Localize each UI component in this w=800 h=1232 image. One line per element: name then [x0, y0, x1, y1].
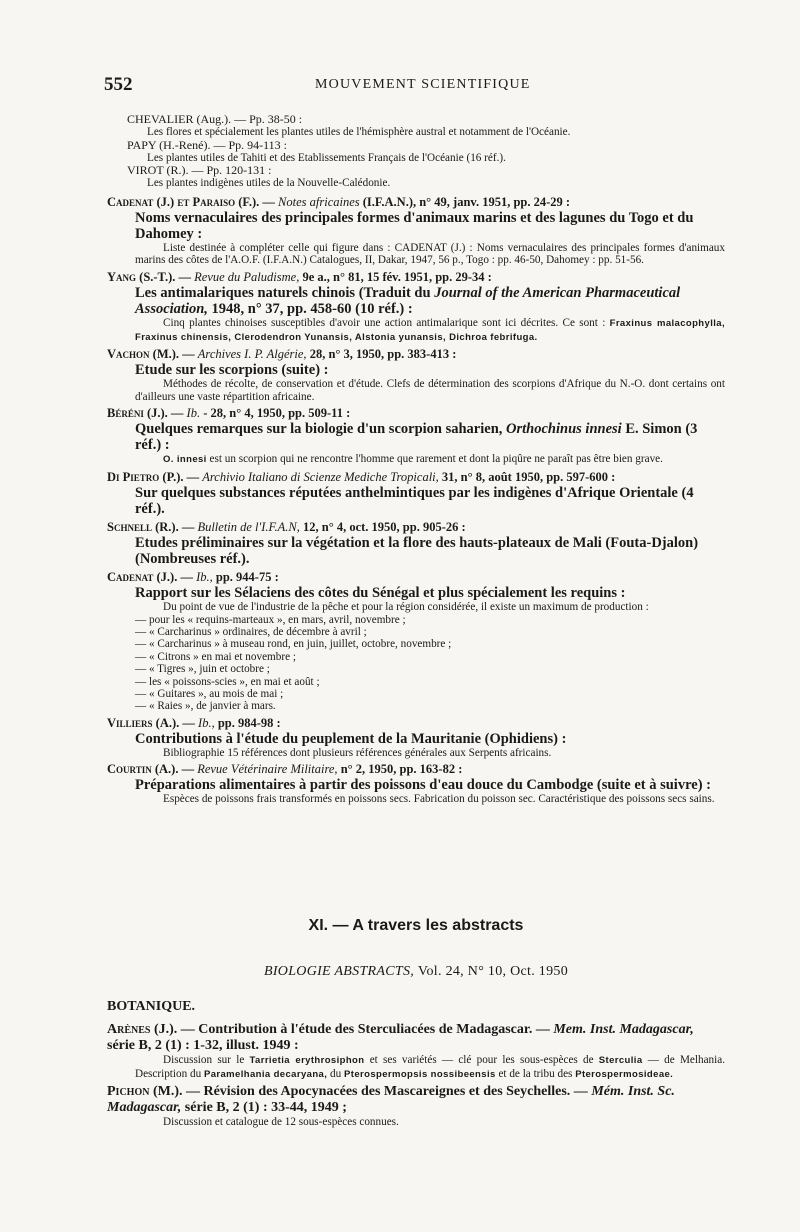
entry-title: Rapport sur les Sélaciens des côtes du Sénégal et plus spécialement les requins :: [135, 584, 626, 601]
entry-author: Courtin (A.). —: [107, 762, 195, 777]
entry-citation: [107, 716, 725, 731]
entry-author: PAPY (H.-René). — Pp. 94-113 :: [127, 137, 288, 152]
entry-prior-continuation: [99, 113, 725, 190]
page-content: [107, 112, 726, 1129]
species-list: Fraxinus malacophylla, Fraxinus chinensis, Clerodendron Yunansis, Alstonia yunansis, Dichroa febrifuga.: [135, 317, 725, 343]
entry-note: Bibliographie 15 références dont plusieurs références générales aux Serpents africains.: [163, 746, 552, 759]
entry-journal: Ib.,: [198, 715, 215, 730]
entry-ref: 9e a., n° 81, 15 fév. 1951, pp. 29-34 :: [302, 269, 492, 284]
entry-journal: Mém. Inst. Sc. Madagascar,: [107, 1084, 675, 1116]
entry-citation: [107, 406, 725, 421]
entry-vachon: [107, 347, 725, 403]
entry-cadenat-paraiso: [107, 195, 725, 267]
entry-journal: Revue du Paludisme,: [194, 269, 300, 284]
section-heading: XI. — A travers les abstracts: [308, 917, 524, 934]
list-item: — « Tigres », juin et octobre ;: [135, 663, 270, 676]
entry-citation: [107, 470, 725, 485]
entry-journal: Ib.,: [196, 569, 213, 584]
entry-note: Les plantes indigènes utiles de la Nouvelle-Calédonie.: [147, 177, 391, 190]
entry-ref: série B, 2 (1) : 1-32, illust. 1949 :: [107, 1038, 299, 1053]
entry-note: Discussion sur le Tarrietia erythrosiphon et ses variétés — clé pour les sous-espèces de Sterculia — de Melhania. Description du Paramelhania decaryana, du Pterospermopsis nossibeensis et de la tribu des Pterospermosideae.: [135, 1054, 726, 1080]
entry-yang: [107, 270, 725, 344]
entry-cadenat: [107, 570, 725, 713]
entry-ref: - 28, n° 4, 1950, pp. 509-11 :: [203, 406, 351, 421]
entry-note: Liste destinée à compléter celle qui figure dans : CADENAT (J.) : Noms vernaculaires des principales formes d'animaux marins des côtes de l'A.O.F. (I.F.A.N.) Catalogues, II, Dakar, 1947, 56 p., Togo : pp. 46-50, Dahomey : pp. 51-56.: [135, 241, 725, 267]
season-list: [107, 614, 725, 713]
entry-ref: pp. 984-98 :: [217, 715, 281, 730]
entry-author: Pichon (M.). —: [107, 1084, 200, 1100]
entry-courtin: [107, 762, 725, 806]
entry-citation: [107, 270, 725, 285]
entry-ref: pp. 944-75 :: [215, 569, 279, 584]
entry-title: Révision des Apocynacées des Mascareignes et des Seychelles. —: [203, 1084, 588, 1100]
entry-villiers: [107, 716, 725, 760]
entry-note: Méthodes de récolte, de conservation et d'étude. Clefs de détermination des scorpions d'Afrique du N.-O. dont certains ont d'ailleurs une vaste répartition africaine.: [135, 378, 725, 403]
entry-citation: [107, 1084, 725, 1116]
entry-title: Etudes préliminaires sur la végétation et la flore des hauts-plateaux de Mali (Fouta-Djalon) (Nombreuses réf.).: [135, 534, 699, 567]
entry-arenes: [107, 1022, 725, 1081]
entry-author: Béréni (J.). —: [107, 406, 184, 421]
section-subheading: BIOLOGIE ABSTRACTS, Vol. 24, N° 10, Oct. 1950: [263, 964, 569, 979]
entry-note: Les flores et spécialement les plantes utiles de l'hémisphère austral et notamment de l'Océanie.: [147, 126, 571, 138]
entry-title: Contribution à l'étude des Sterculiacées de Madagascar. —: [198, 1022, 550, 1037]
entry-citation: [107, 570, 725, 585]
entry-title: Préparations alimentaires à partir des poissons d'eau douce du Cambodge (suite et à suivre) :: [135, 777, 711, 794]
list-item: — « Carcharinus » ordinaires, de décembre à avril ;: [135, 625, 367, 638]
entry-title: Quelques remarques sur la biologie d'un scorpion saharien, Orthochinus innesi E. Simon (3 réf.) :: [135, 421, 698, 454]
entry-note: Les plantes utiles de Tahiti et des Etablissements Français de l'Océanie (16 réf.).: [147, 151, 506, 164]
entry-author: Schnell (R.). —: [107, 519, 195, 534]
entry-citation: [107, 347, 725, 362]
page-header: [104, 74, 724, 96]
entry-ref: série B, 2 (1) : 33-44, 1949 ;: [184, 1100, 347, 1116]
list-item: — « Carcharinus » à museau rond, en juin, juillet, octobre, novembre ;: [135, 638, 452, 651]
list-item: — les « poissons-scies », en mai et août ;: [135, 675, 320, 688]
entry-pichon: [107, 1084, 725, 1129]
entry-journal: Ib.: [186, 406, 201, 421]
entry-author: VIROT (R.). — Pp. 120-131 :: [127, 163, 272, 178]
entry-author: Yang (S.-T.). —: [107, 269, 192, 284]
entry-journal: Notes africaines: [278, 194, 360, 209]
entry-citation: [107, 762, 725, 777]
entry-ref: 28, n° 3, 1950, pp. 383-413 :: [309, 347, 457, 362]
running-title: MOUVEMENT SCIENTIFIQUE: [315, 77, 531, 92]
entry-title: Sur quelques substances réputées anthelmintiques par les indigènes d'Afrique Orientale (4 réf.).: [135, 484, 694, 517]
entry-journal: Revue Vétérinaire Militaire,: [197, 762, 338, 777]
entry-ref: 12, n° 4, oct. 1950, pp. 905-26 :: [303, 519, 466, 534]
entry-author: Vachon (M.). —: [107, 347, 195, 362]
entry-title: Noms vernaculaires des principales formes d'animaux marins et des lagunes du Togo et du Dahomey :: [135, 209, 694, 242]
entry-ref: n° 2, 1950, pp. 163-82 :: [340, 762, 463, 777]
category-heading: BOTANIQUE.: [107, 999, 196, 1014]
entry-di-pietro: [107, 470, 725, 517]
abstracts-list: [107, 1022, 725, 1129]
entry-journal: Archivio Italiano di Scienze Mediche Tropicali,: [202, 469, 439, 484]
entry-journal: Mem. Inst. Madagascar,: [553, 1022, 694, 1037]
entry-author: Di Pietro (P.). —: [107, 469, 200, 484]
entry-ref: 31, n° 8, août 1950, pp. 597-600 :: [441, 469, 616, 484]
entry-citation: [107, 1022, 725, 1054]
entry-note: O. innesi est un scorpion qui ne rencontre l'homme que rarement et dont la piqûre ne paraît pas être bien grave.: [163, 453, 663, 466]
entry-note: Cinq plantes chinoises susceptibles d'avoir une action antimalarique sont ici décrites. Ce sont : Fraxinus malacophylla, Fraxinus chinensis, Clerodendron Yunansis, Alstonia yunansis, Dichroa febrifuga.: [135, 316, 725, 343]
entry-author: CHEVALIER (Aug.). — Pp. 38-50 :: [127, 112, 303, 126]
entry-title: Contributions à l'étude du peuplement de la Mauritanie (Ophidiens) :: [135, 730, 567, 747]
entry-journal: Bulletin de l'I.F.A.N,: [197, 519, 300, 534]
list-item: — « Citrons » en mai et novembre ;: [135, 650, 296, 663]
entry-note: Espèces de poissons frais transformés en poissons secs. Fabrication du poisson sec. Caractéristique des poissons secs sains.: [163, 793, 715, 806]
entry-bereni: [107, 406, 725, 467]
entry-note: Discussion et catalogue de 12 sous-espèces connues.: [163, 1116, 399, 1129]
entry-citation: [107, 195, 725, 210]
entry-schnell: [107, 520, 725, 567]
entry-author: Cadenat (J.). —: [107, 569, 193, 584]
list-item: — pour les « requins-marteaux », en mars, avril, novembre ;: [135, 613, 406, 626]
entry-journal: Archives I. P. Algérie,: [197, 347, 307, 362]
entry-citation: [107, 520, 725, 535]
list-item: — « Raies », de janvier à mars.: [135, 700, 276, 713]
entry-author: Arènes (J.). —: [107, 1022, 195, 1037]
entry-author: Cadenat (J.) et Paraiso (F.). —: [107, 194, 275, 209]
list-item: — « Guitares », au mois de mai ;: [135, 687, 284, 700]
entry-note: Du point de vue de l'industrie de la pêche et pour la région considérée, il existe un maximum de production :: [163, 600, 649, 613]
entry-author: Villiers (A.). —: [107, 715, 195, 730]
entry-ref: (I.F.A.N.), n° 49, janv. 1951, pp. 24-29 :: [362, 194, 571, 209]
entry-title: Etude sur les scorpions (suite) :: [135, 362, 329, 379]
entry-title: Les antimalariques naturels chinois (Traduit du Journal of the American Pharmaceutical Association, 1948, n° 37, pp. 458-60 (10 réf.) :: [135, 284, 681, 317]
page-number: 552: [104, 74, 133, 95]
